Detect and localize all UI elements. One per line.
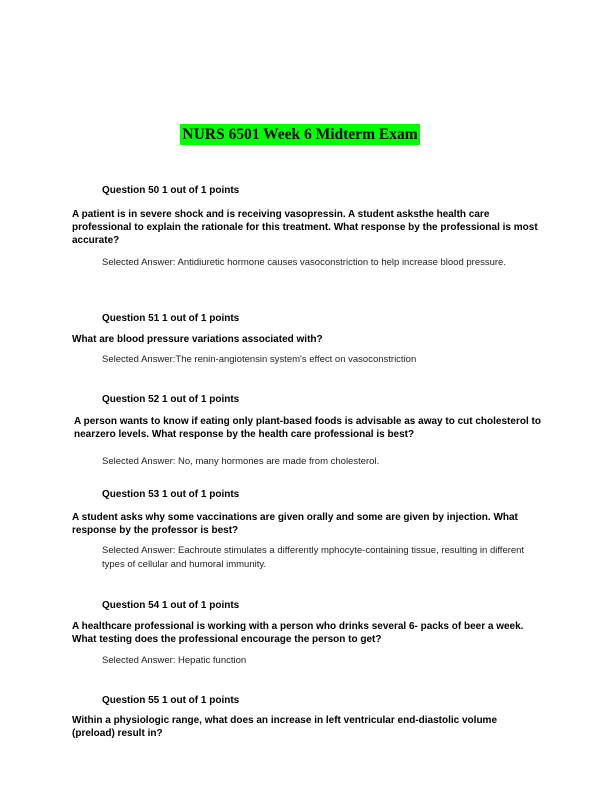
selected-answer: Selected Answer: Hepatic function bbox=[102, 655, 247, 666]
question-text: A patient is in severe shock and is receiving vasopressin. A student asksthe health care professional to explain the rationale for this treatment. What response by the professional is most accurate? bbox=[72, 209, 538, 246]
question-text: A student asks why some vaccinations are given orally and some are given by injection. What response by the professor is best? bbox=[72, 512, 518, 536]
selected-answer: Selected Answer: Eachroute stimulates a differently mphocyte-containing tissue, resulting in different types of cellular and humoral immunity. bbox=[102, 545, 525, 570]
selected-answer: Selected Answer: Antidiuretic hormone causes vasoconstriction to help increase blood pressure. bbox=[102, 257, 506, 268]
question-text: What are blood pressure variations associated with? bbox=[72, 334, 323, 345]
selected-answer: Selected Answer: No, many hormones are made from cholesterol. bbox=[102, 456, 380, 467]
question-heading: Question 54 1 out of 1 points bbox=[102, 600, 240, 611]
selected-answer: Selected Answer:The renin-angiotensin system's effect on vasoconstriction bbox=[102, 354, 417, 365]
page-title: NURS 6501 Week 6 Midterm Exam bbox=[182, 126, 418, 143]
question-heading: Question 52 1 out of 1 points bbox=[102, 394, 240, 405]
question-text: Within a physiologic range, what does an increase in left ventricular end-diastolic volume (preload) result in? bbox=[72, 715, 498, 739]
question-heading: Question 53 1 out of 1 points bbox=[102, 489, 240, 500]
question-heading: Question 51 1 out of 1 points bbox=[102, 313, 240, 324]
question-heading: Question 55 1 out of 1 points bbox=[102, 695, 240, 706]
question-heading: Question 50 1 out of 1 points bbox=[102, 185, 240, 196]
title-wrapper bbox=[0, 124, 600, 145]
question-text: A person wants to know if eating only plant-based foods is advisable as away to cut cholesterol to nearzero levels. What response by the health care professional is best? bbox=[74, 416, 541, 440]
question-text: A healthcare professional is working with a person who drinks several 6- packs of beer a week. What testing does the professional encourage the person to get? bbox=[72, 621, 524, 645]
